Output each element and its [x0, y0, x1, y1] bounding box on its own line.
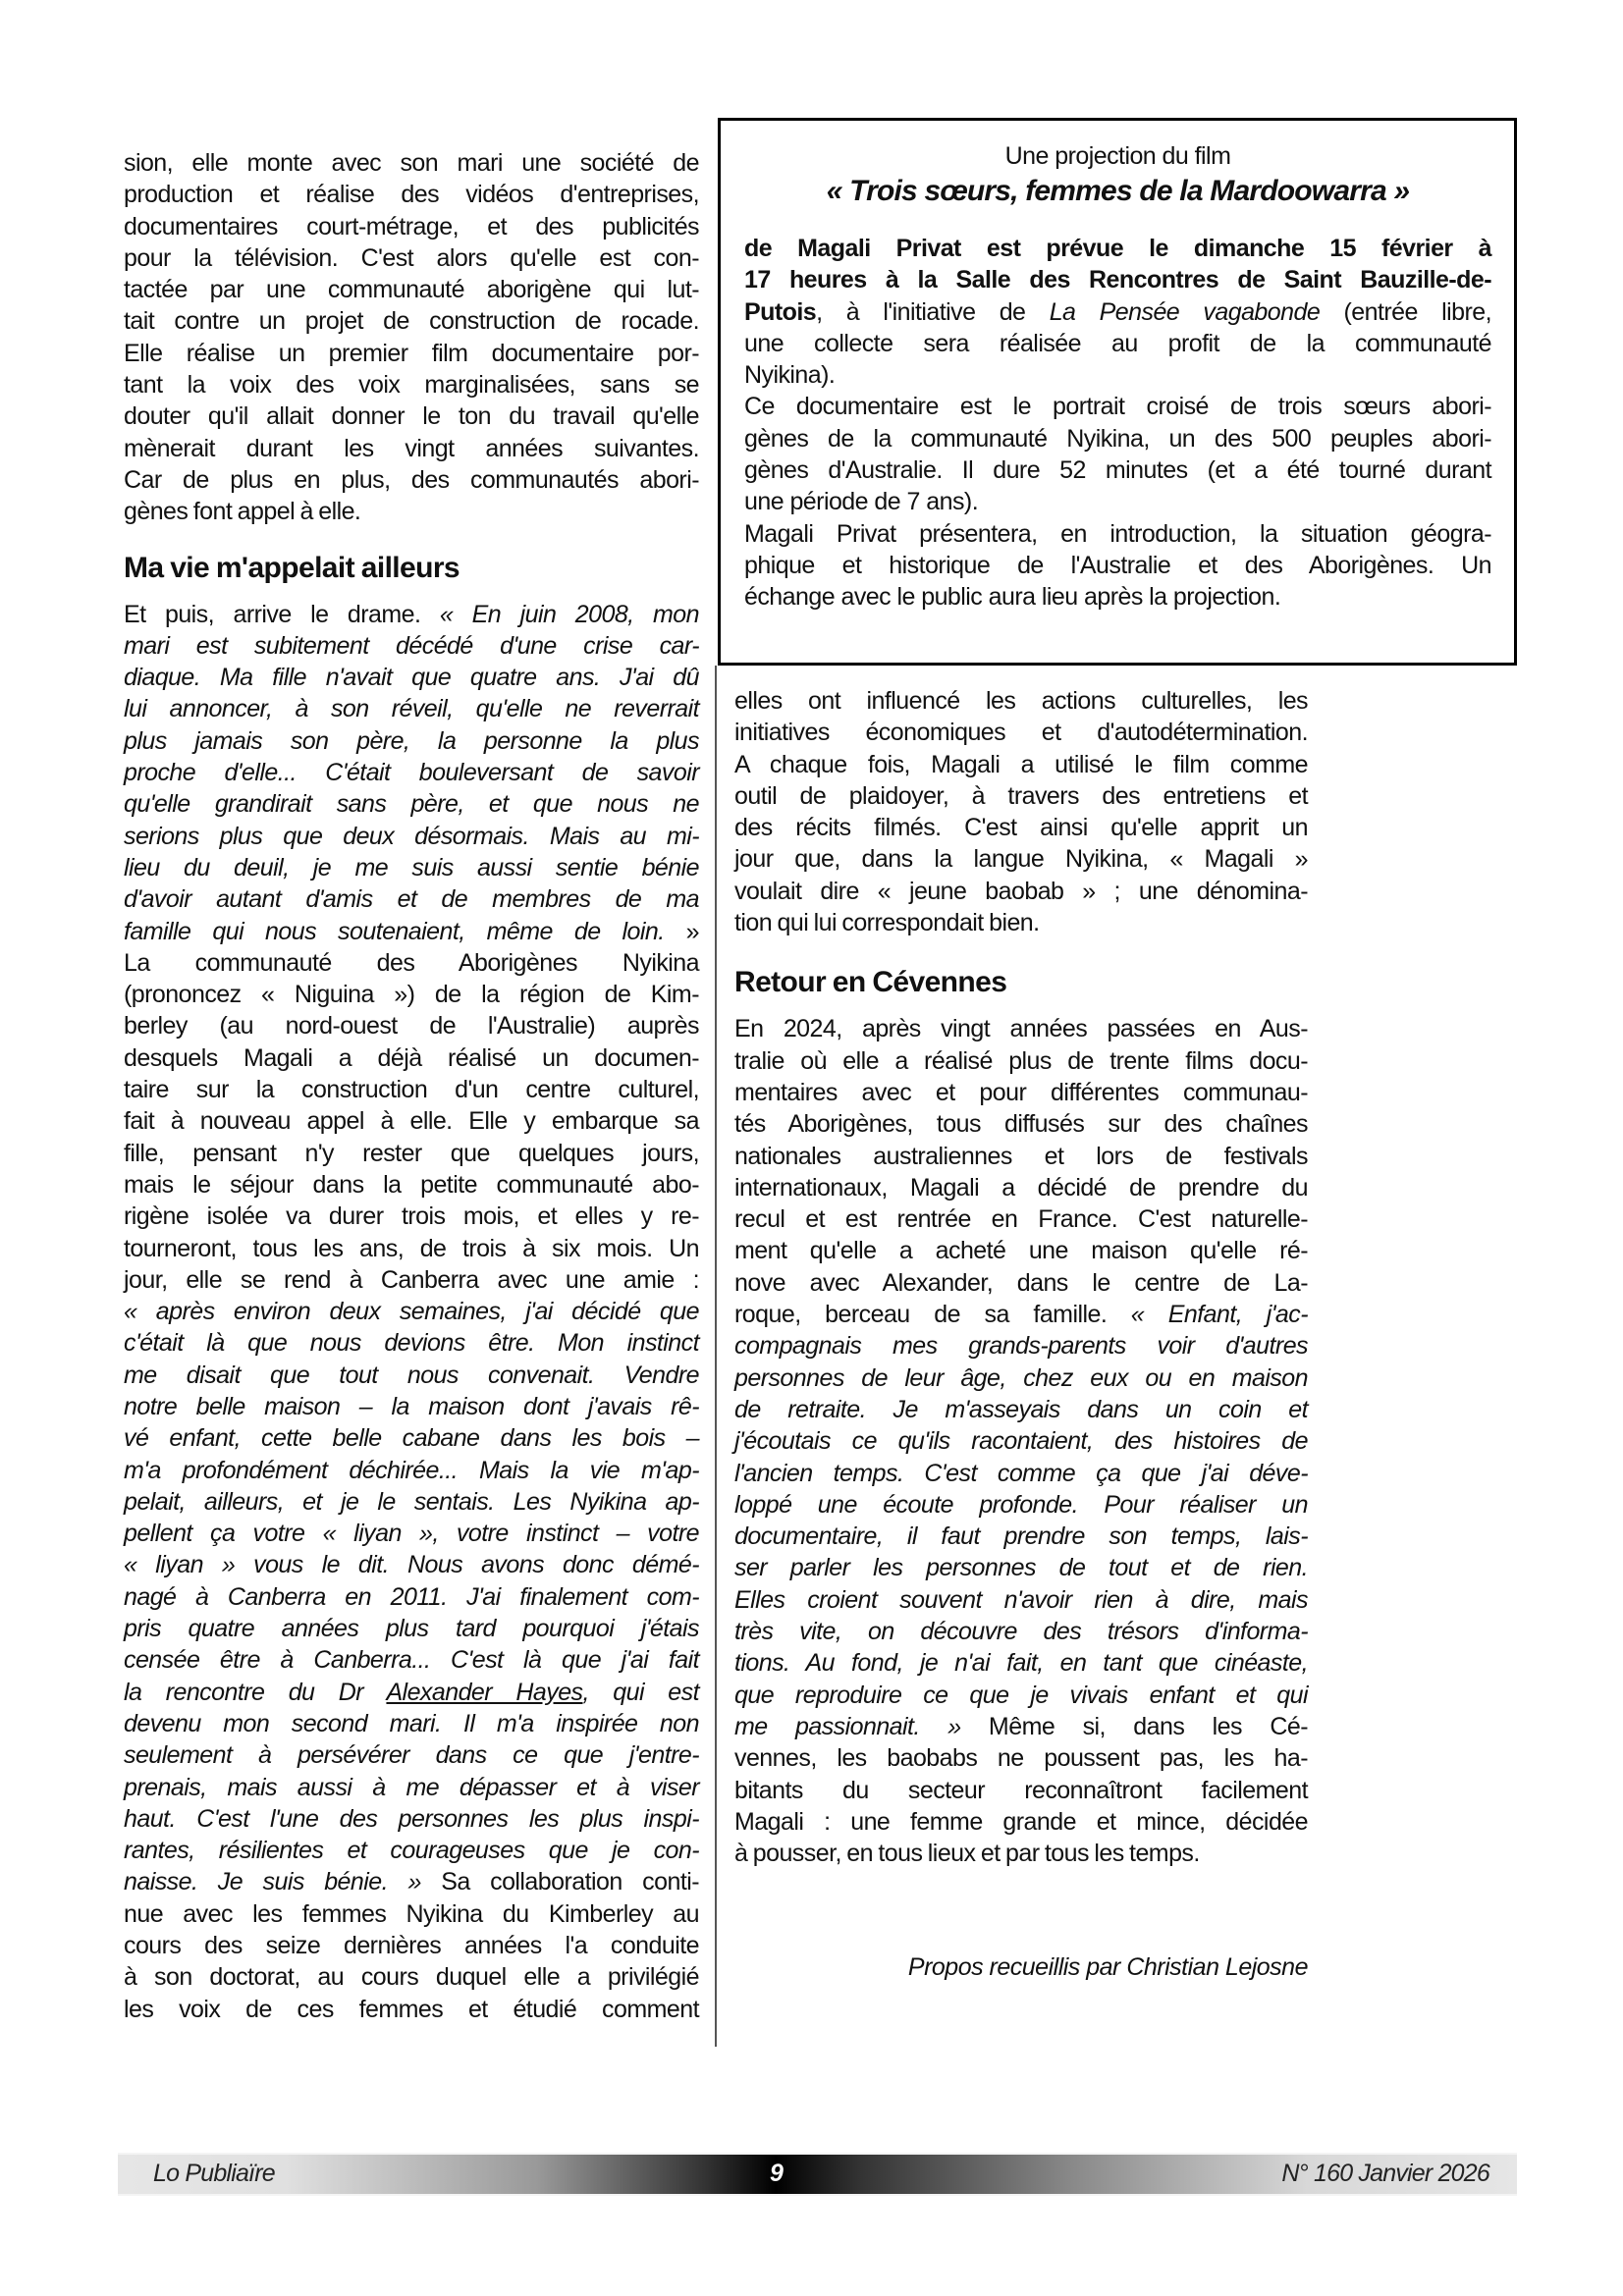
text-segment: roque, berceau de sa famille.	[734, 1301, 1131, 1329]
text-segment: famille qui nous soutenaient, même de loin.	[124, 917, 665, 945]
article-text	[124, 599, 699, 2025]
text-line	[744, 454, 1491, 486]
text-line	[124, 821, 699, 852]
text-line	[734, 1299, 1308, 1330]
text-line	[124, 883, 699, 915]
text-segment: censée être à Canberra... C'est là que j'ai fait	[124, 1646, 699, 1675]
text-segment: me passionnait. »	[734, 1712, 961, 1740]
text-line	[734, 1141, 1308, 1172]
text-segment: mentaires avec et pour différentes communau-	[734, 1078, 1308, 1106]
person-link[interactable]: Alexander Hayes	[386, 1678, 583, 1706]
text-line	[124, 1074, 699, 1105]
text-segment: Sa collaboration conti-	[420, 1868, 699, 1896]
text-segment: compagnais mes grands-parents voir d'autres	[734, 1332, 1308, 1361]
text-segment: me disait que tout nous convenait. Vendre	[124, 1361, 699, 1389]
text-segment: La communauté des Aborigènes Nyikina	[124, 948, 699, 977]
text-segment: tait contre un projet de construction de rocade.	[124, 307, 699, 336]
text-line	[734, 1521, 1308, 1552]
text-segment: Nyikina).	[744, 361, 836, 390]
text-line	[734, 749, 1308, 780]
text-segment: « liyan » vous le dit. Nous avons donc démé-	[124, 1551, 699, 1579]
text-segment: pour la télévision. C'est alors qu'elle est con-	[124, 243, 699, 272]
text-line	[124, 1866, 699, 1897]
text-segment: nue avec les femmes Nyikina du Kimberley au	[124, 1899, 699, 1928]
text-segment: documentaires court-métrage, et des publicités	[124, 212, 699, 240]
text-line	[734, 1838, 1308, 1869]
text-line	[124, 1169, 699, 1201]
text-segment: outil de plaidoyer, à travers des entretiens et	[734, 781, 1308, 810]
text-line	[124, 179, 699, 210]
text-segment: « Enfant, j'ac-	[1130, 1301, 1308, 1329]
text-segment: production et réalise des vidéos d'entreprises,	[124, 181, 699, 209]
text-segment: Magali : une femme grande et mince, décidée	[734, 1807, 1308, 1836]
text-segment: tés Aborigènes, tous diffusés sur des chaînes	[734, 1110, 1308, 1139]
text-line	[124, 1549, 699, 1580]
text-line	[734, 1045, 1308, 1077]
text-segment: recul et est rentrée en France. C'est naturelle-	[734, 1205, 1308, 1234]
text-segment: gènes de la communauté Nyikina, un des 500 peuples abori-	[744, 424, 1491, 453]
text-segment: tant la voix des voix marginalisées, sans se	[124, 371, 699, 400]
text-line	[124, 1233, 699, 1264]
text-segment: gènes font appel à elle.	[124, 498, 361, 526]
text-line	[734, 1362, 1308, 1394]
text-segment: d'avoir autant d'amis et de membres de ma	[124, 885, 699, 914]
text-line	[124, 1138, 699, 1169]
text-segment: A chaque fois, Magali a utilisé le film comme	[734, 750, 1308, 778]
text-line	[734, 1775, 1308, 1806]
text-line	[734, 1108, 1308, 1140]
text-line	[124, 947, 699, 979]
text-line	[124, 725, 699, 757]
text-segment: La Pensée vagabonde	[1049, 297, 1321, 326]
text-segment: plus jamais son père, la personne la plus	[124, 726, 699, 755]
text-line	[744, 423, 1491, 454]
paragraph	[124, 147, 699, 528]
text-segment: (entrée libre,	[1320, 297, 1492, 326]
text-segment: elles ont influencé les actions culturelles, les	[734, 687, 1308, 715]
text-line	[734, 1013, 1308, 1044]
text-segment: ment qu'elle a acheté une maison qu'elle ré-	[734, 1237, 1308, 1265]
text-segment: haut. C'est l'une des personnes les plus inspi-	[124, 1804, 699, 1833]
text-segment: , qui est	[582, 1678, 699, 1706]
issue-info: N° 160 Janvier 2026	[1281, 2160, 1489, 2187]
text-line	[124, 274, 699, 305]
text-line	[734, 812, 1308, 843]
text-line	[124, 1677, 699, 1708]
text-line	[744, 296, 1491, 328]
text-line	[744, 518, 1491, 550]
text-line	[124, 1264, 699, 1296]
text-line	[734, 1267, 1308, 1299]
text-line	[124, 1105, 699, 1137]
text-line	[734, 1235, 1308, 1266]
paragraph	[744, 233, 1491, 391]
text-line	[124, 147, 699, 179]
text-line	[734, 1680, 1308, 1711]
text-segment: Putois	[744, 297, 817, 326]
text-segment: des récits filmés. C'est ainsi qu'elle apprit un	[734, 814, 1308, 842]
text-line	[734, 1172, 1308, 1203]
left-column	[124, 147, 699, 2025]
text-segment: desquels Magali a déjà réalisé un documen-	[124, 1043, 699, 1072]
text-segment: rantes, résilientes et courageuses que je con-	[124, 1837, 699, 1865]
text-segment: fille, pensant n'y rester que quelques jours,	[124, 1139, 699, 1167]
text-line	[734, 717, 1308, 748]
text-segment: nationales australiennes et lors de festivals	[734, 1142, 1308, 1170]
section-heading: Retour en Cévennes	[734, 966, 1007, 999]
text-line	[124, 788, 699, 820]
text-line	[124, 1486, 699, 1518]
text-segment: pris quatre années plus tard pourquoi j'étais	[124, 1615, 699, 1643]
text-segment: « En juin 2008, mon	[439, 600, 699, 628]
text-segment: devenu mon second mari. Il m'a inspirée non	[124, 1709, 699, 1737]
text-segment: jour, elle se rend à Canberra avec une amie :	[124, 1265, 699, 1294]
text-segment: jour que, dans la langue Nyikina, « Magali »	[734, 845, 1308, 874]
article-text	[734, 685, 1308, 938]
text-segment: douter qu'il allait donner le ton du travail qu'elle	[124, 402, 699, 431]
text-line	[124, 211, 699, 242]
text-segment: Même si, dans les Cé-	[960, 1712, 1308, 1740]
text-segment: fait à nouveau appel à elle. Elle y embarque sa	[124, 1107, 699, 1136]
text-line	[734, 1077, 1308, 1108]
text-segment: une collecte sera réalisée au profit de la communauté	[744, 329, 1491, 357]
text-line	[124, 599, 699, 630]
text-line	[124, 1391, 699, 1422]
text-segment: »	[664, 917, 700, 945]
text-line	[734, 1425, 1308, 1457]
text-segment: voulait dire « jeune baobab » ; une dénomina-	[734, 877, 1308, 905]
text-line	[124, 630, 699, 662]
text-segment: ser parler les personnes de tout et de rien.	[734, 1554, 1308, 1582]
text-segment: rigène isolée va durer trois mois, et elles y re-	[124, 1202, 699, 1231]
text-segment: berley (au nord-ouest de l'Australie) auprès	[124, 1012, 699, 1041]
paragraph	[744, 518, 1491, 614]
text-segment: internationaux, Magali a décidé de prendre du	[734, 1173, 1308, 1201]
text-segment: m'a profondément déchirée... Mais la vie m'ap-	[124, 1456, 699, 1484]
text-segment: (prononcez « Niguina ») de la région de Kim-	[124, 981, 699, 1009]
text-line	[124, 1613, 699, 1644]
text-segment: Magali Privat présentera, en introduction, la situation géogra-	[744, 519, 1491, 548]
text-segment: naisse. Je suis bénie. »	[124, 1868, 421, 1896]
paragraph	[744, 391, 1491, 517]
text-segment: phique et historique de l'Australie et des Aborigènes. Un	[744, 551, 1491, 579]
text-line	[744, 264, 1491, 295]
text-line	[124, 433, 699, 464]
text-line	[124, 400, 699, 432]
text-line	[124, 1327, 699, 1359]
page-footer	[118, 2153, 1517, 2196]
text-line	[734, 1330, 1308, 1362]
text-segment: à son doctorat, au cours duquel elle a privilégié	[124, 1963, 699, 1992]
text-line	[124, 305, 699, 337]
text-line	[124, 1010, 699, 1041]
event-announcement-box	[718, 118, 1517, 666]
section-heading: Ma vie m'appelait ailleurs	[124, 551, 460, 584]
text-line	[124, 1042, 699, 1074]
text-segment: taire sur la construction d'un centre culturel,	[124, 1076, 699, 1104]
paragraph	[734, 1013, 1308, 1869]
text-segment: diaque. Ma fille n'avait que quatre ans. J'ai dû	[124, 664, 699, 692]
text-line	[124, 496, 699, 527]
text-segment: tion qui lui correspondait bien.	[734, 909, 1040, 937]
text-segment: très vite, on découvre des trésors d'informa-	[734, 1618, 1308, 1646]
text-line	[734, 876, 1308, 907]
text-line	[124, 1644, 699, 1676]
text-segment: que reproduire ce que je vivais enfant et qui	[734, 1681, 1308, 1709]
box-body	[744, 233, 1491, 614]
text-line	[124, 1772, 699, 1803]
text-segment: nove avec Alexander, dans le centre de La-	[734, 1268, 1308, 1297]
box-intro: Une projection du film	[1004, 142, 1231, 170]
text-line	[734, 1647, 1308, 1679]
text-segment: bitants du secteur reconnaîtront facilement	[734, 1776, 1308, 1804]
author-credit: Propos recueillis par Christian Lejosne	[907, 1953, 1308, 1981]
text-segment: personnes de leur âge, chez eux ou en maison	[734, 1363, 1308, 1392]
right-column	[734, 685, 1308, 1869]
text-segment: les voix de ces femmes et étudié comment	[124, 1995, 699, 2023]
text-segment: l'ancien temps. C'est comme ça que j'ai déve-	[734, 1459, 1308, 1487]
text-segment: de retraite. Je m'asseyais dans un coin et	[734, 1395, 1308, 1423]
text-line	[734, 1394, 1308, 1425]
text-segment: serions plus que deux désormais. Mais au mi-	[124, 822, 699, 850]
text-segment: mais le séjour dans la petite communauté abo-	[124, 1170, 699, 1199]
text-line	[734, 1742, 1308, 1774]
text-line	[124, 1835, 699, 1866]
text-segment: 17 heures à la Salle des Rencontres de Saint Bauzille-de-	[744, 266, 1491, 294]
text-line	[124, 1296, 699, 1327]
text-segment: loppé une écoute profonde. Pour réaliser un	[734, 1490, 1308, 1519]
text-segment: gènes d'Australie. Il dure 52 minutes (et a été tourné durant	[744, 456, 1491, 485]
text-line	[744, 233, 1491, 264]
text-line	[124, 916, 699, 947]
text-line	[744, 486, 1491, 517]
text-segment: , à l'initiative de	[816, 297, 1050, 326]
text-line	[734, 1203, 1308, 1235]
text-segment: vennes, les baobabs ne poussent pas, les ha-	[734, 1744, 1308, 1773]
text-line	[124, 1518, 699, 1549]
text-segment: vé enfant, cette belle cabane dans les bois –	[124, 1424, 699, 1453]
text-line	[124, 1455, 699, 1486]
text-line	[734, 1616, 1308, 1647]
text-line	[734, 907, 1308, 938]
text-line	[124, 1898, 699, 1930]
text-segment: seulement à persévérer dans ce que j'entre-	[124, 1741, 699, 1770]
text-segment: prenais, mais aussi à me dépasser et à viser	[124, 1773, 699, 1801]
text-line	[124, 693, 699, 724]
text-segment: cours des seize dernières années l'a conduite	[124, 1932, 699, 1960]
text-line	[734, 843, 1308, 875]
text-line	[124, 1201, 699, 1232]
text-segment: tralie où elle a réalisé plus de trente films docu-	[734, 1046, 1308, 1075]
text-segment: une période de 7 ans).	[744, 488, 979, 516]
text-line	[734, 1489, 1308, 1521]
text-line	[124, 1994, 699, 2025]
text-segment: Ce documentaire est le portrait croisé de trois sœurs abori-	[744, 393, 1491, 421]
text-line	[734, 1552, 1308, 1583]
paragraph	[124, 599, 699, 2025]
text-segment: j'écoutais ce qu'ils racontaient, des histoires de	[734, 1427, 1308, 1456]
text-line	[124, 338, 699, 369]
publication-name: Lo Publiaïre	[153, 2160, 275, 2187]
text-line	[734, 685, 1308, 717]
text-segment: pelait, ailleurs, et je le sentais. Les Nyikina ap-	[124, 1487, 699, 1516]
text-line	[124, 1422, 699, 1454]
text-segment: c'était là que nous devions être. Mon instinct	[124, 1329, 699, 1358]
text-line	[744, 328, 1491, 359]
text-line	[124, 1581, 699, 1613]
text-line	[124, 979, 699, 1010]
text-line	[744, 581, 1491, 613]
text-segment: lui annoncer, à son réveil, qu'elle ne reverrait	[124, 695, 699, 723]
paragraph	[734, 685, 1308, 938]
text-segment: documentaire, il faut prendre son temps, lais-	[734, 1522, 1308, 1551]
article-text	[124, 147, 699, 528]
text-line	[124, 1930, 699, 1961]
text-segment: tourneront, tous les ans, de trois à six mois. Un	[124, 1234, 699, 1262]
film-title: « Trois sœurs, femmes de la Mardoowarra »	[826, 175, 1410, 207]
text-segment: pellent ça votre « liyan », votre instinct – votre	[124, 1520, 699, 1548]
text-line	[124, 852, 699, 883]
text-segment: initiatives économiques et d'autodétermination.	[734, 719, 1308, 747]
text-line	[124, 369, 699, 400]
text-line	[734, 1458, 1308, 1489]
text-segment: Elle réalise un premier film documentaire por-	[124, 339, 699, 367]
text-segment: Car de plus en plus, des communautés abori-	[124, 465, 699, 494]
article-text	[734, 1013, 1308, 1869]
text-segment: à pousser, en tous lieux et par tous les temps.	[734, 1840, 1200, 1868]
text-segment: lieu du deuil, je me suis aussi sentie bénie	[124, 853, 699, 881]
text-segment: notre belle maison – la maison dont j'avais rê-	[124, 1392, 699, 1420]
text-segment: Et puis, arrive le drame.	[124, 600, 440, 628]
text-segment: échange avec le public aura lieu après la projection.	[744, 583, 1281, 612]
text-line	[734, 1711, 1308, 1742]
text-segment: tions. Au fond, je n'ai fait, en tant que cinéaste,	[734, 1649, 1308, 1678]
column-divider	[715, 666, 717, 2047]
text-segment: Elles croient souvent n'avoir rien à dire, mais	[734, 1585, 1308, 1614]
text-segment: « après environ deux semaines, j'ai décidé que	[124, 1298, 699, 1326]
text-line	[124, 1739, 699, 1771]
text-segment: qu'elle grandirait sans père, et que nous ne	[124, 790, 699, 819]
text-segment: tactée par une communauté aborigène qui lut-	[124, 276, 699, 304]
text-line	[744, 359, 1491, 391]
text-line	[734, 1584, 1308, 1616]
text-line	[124, 1360, 699, 1391]
text-segment: En 2024, après vingt années passées en Aus-	[734, 1015, 1308, 1043]
text-line	[124, 757, 699, 788]
text-line	[744, 391, 1491, 422]
text-segment: la rencontre du Dr	[124, 1678, 387, 1706]
text-line	[734, 780, 1308, 812]
text-line	[124, 1803, 699, 1835]
text-segment: mènerait durant les vingt années suivantes.	[124, 434, 699, 462]
text-line	[734, 1806, 1308, 1838]
page-number: 9	[770, 2160, 784, 2187]
text-segment: de Magali Privat est prévue le dimanche 15 février à	[744, 235, 1491, 262]
text-line	[124, 1961, 699, 1993]
text-line	[124, 242, 699, 274]
text-line	[124, 464, 699, 496]
text-segment: proche d'elle... C'était bouleversant de savoir	[124, 759, 699, 787]
text-segment: mari est subitement décédé d'une crise car-	[124, 631, 699, 660]
text-segment: nagé à Canberra en 2011. J'ai finalement com-	[124, 1582, 699, 1611]
text-line	[124, 662, 699, 693]
text-line	[124, 1708, 699, 1739]
text-segment: sion, elle monte avec son mari une société de	[124, 149, 699, 177]
text-line	[744, 550, 1491, 581]
